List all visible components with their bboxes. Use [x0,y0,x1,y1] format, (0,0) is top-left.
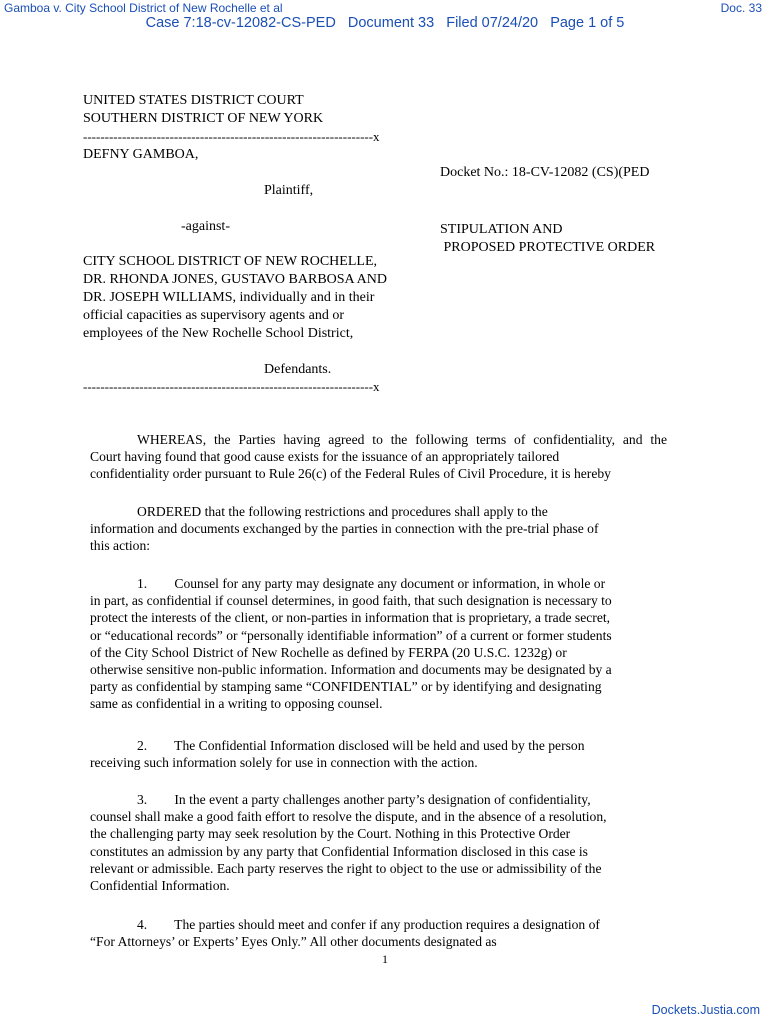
paragraph-line: Court having found that good cause exists for the issuance of an appropriately tailored [90,449,560,465]
paragraph-line: in part, as confidential if counsel determines, in good faith, that such designation is necessary to [90,593,612,609]
numbered-paragraph-3 [90,791,670,894]
paragraph-line: constitutes an admission by any party that Confidential Information disclosed in this case is [90,843,588,859]
paragraph-line: otherwise sensitive non-public information. Information and documents may be designated by a [90,662,612,678]
paragraph-line: WHEREAS, the Parties having agreed to the following terms of confidentiality, and the [137,432,667,447]
paragraph-line: “For Attorneys’ or Experts’ Eyes Only.” All other documents designated as [90,934,497,950]
paragraph-line: party as confidential by stamping same “CONFIDENTIAL” or by identifying and designating [90,679,602,695]
defendant-line: DR. JOSEPH WILLIAMS, individually and in their [83,290,375,305]
plaintiff-role: Plaintiff, [264,183,314,198]
paragraph-line: of the City School District of New Rochelle as defined by FERPA (20 U.S.C. 1232g) or [90,644,567,660]
defendant-line: employees of the New Rochelle School District, [83,326,354,341]
paragraph-line: 4. The parties should meet and confer if any production requires a designation of [137,917,600,932]
paragraph-line: 1. Counsel for any party may designate any document or information, in whole or [137,576,606,591]
paragraph-line: relevant or admissible. Each party reserves the right to object to the use or admissibility of the [90,860,602,876]
defendant-line: official capacities as supervisory agents and or [83,308,344,323]
against-label: -against- [181,219,230,234]
document-title: Gamboa v. City School District of New Rochelle et al [4,1,283,15]
doc-number-label: Doc. 33 [720,1,762,15]
court-name-line1: UNITED STATES DISTRICT COURT [83,93,304,108]
numbered-paragraph-2 [90,737,670,771]
paragraph-line: Confidential Information. [90,878,230,894]
paragraph-line: the challenging party may seek resolution by the Court. Nothing in this Protective Order [90,826,571,842]
paragraph-line: 3. In the event a party challenges another party’s designation of confidentiality, [137,792,591,807]
document-title-line1: STIPULATION AND [440,222,563,237]
defendant-line: DR. RHONDA JONES, GUSTAVO BARBOSA AND [83,272,387,287]
whereas-paragraph [90,431,670,483]
paragraph-line: confidentiality order pursuant to Rule 26(c) of the Federal Rules of Civil Procedure, it is hereby [90,466,611,482]
caption-divider-bottom: -------------------------------------------------------------------x [83,379,380,394]
paragraph-line: protect the interests of the client, or non-parties in information that is proprietary, a trade secret, [90,610,611,626]
justia-footer-link[interactable]: Dockets.Justia.com [651,1003,760,1017]
paragraph-line: information and documents exchanged by the parties in connection with the pre-trial phase of [90,521,599,537]
numbered-paragraph-4 [90,916,670,950]
docket-number: Docket No.: 18-CV-12082 (CS)(PED [440,165,650,180]
paragraph-line: 2. The Confidential Information disclosed will be held and used by the person [137,738,585,753]
case-header-line: Case 7:18-cv-12082-CS-PED Document 33 Filed 07/24/20 Page 1 of 5 [145,15,625,31]
paragraph-line: ORDERED that the following restrictions and procedures shall apply to the [137,504,548,519]
defendant-line: CITY SCHOOL DISTRICT OF NEW ROCHELLE, [83,254,377,269]
paragraph-line: counsel shall make a good faith effort to resolve the dispute, and in the absence of a resolution, [90,809,607,825]
paragraph-line: receiving such information solely for use in connection with the action. [90,755,478,771]
defendants-role: Defendants. [264,362,332,377]
paragraph-line: this action: [90,538,151,554]
page-number: 1 [382,952,388,966]
document-title-line2: PROPOSED PROTECTIVE ORDER [440,240,656,255]
court-name-line2: SOUTHERN DISTRICT OF NEW YORK [83,111,324,126]
caption-divider-top: -------------------------------------------------------------------x [83,129,380,144]
paragraph-line: or “educational records” or “personally identifiable information” of a current or former students [90,627,612,643]
ordered-paragraph [90,503,670,555]
numbered-paragraph-1 [90,575,670,713]
paragraph-line: same as confidential in a writing to opposing counsel. [90,696,383,712]
plaintiff-name: DEFNY GAMBOA, [83,147,199,162]
